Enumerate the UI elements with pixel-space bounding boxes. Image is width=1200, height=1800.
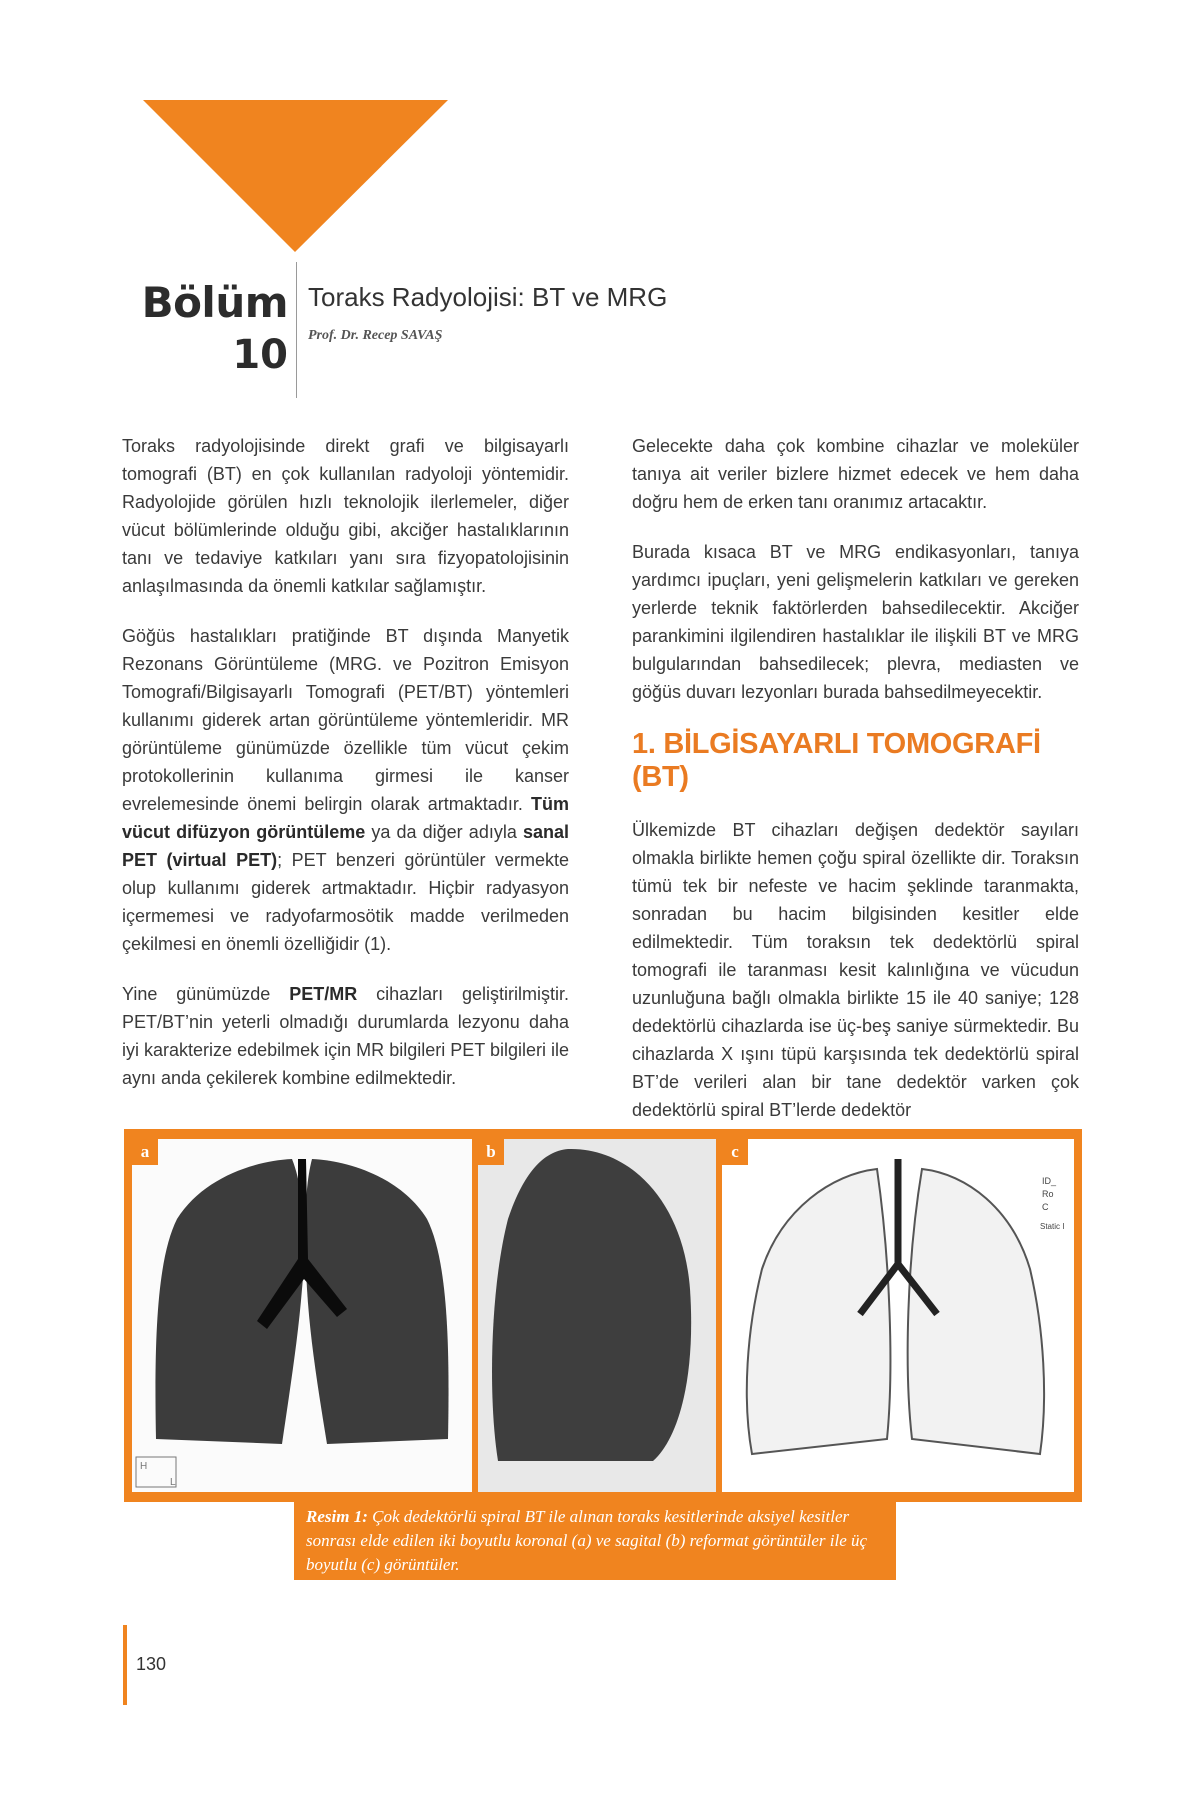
- figure-caption: [294, 1496, 896, 1580]
- paragraph: Ülkemizde BT cihazları değişen dedektör sayıları olmakla birlikte hemen çoğu spiral özellikte dir. Toraksın tümü tek bir nefeste ve hacim şeklinde taranmakta, sonradan bu hacim bilgisinden kesitler elde edilmektedir. Tüm toraksın tek dedektörlü spiral tomografi ile taranması kesit kalınlığına ve vücudun uzunluğuna bağlı olmakla birlikte 15 ile 40 saniye; 128 dedektörlü cihazlarda ise üç-beş saniye sürmektedir. Bu cihazlarda X ışını tüpü karşısında tek dedektörlü spiral BT’de verileri alan bir tane dedektör varken çok dedektörlü spiral BT’lerde dedektör: [632, 820, 1079, 1120]
- bold-term: PET/MR: [289, 984, 358, 1004]
- caption-text: Çok dedektörlü spiral BT ile alınan toraks kesitlerinde aksiyel kesitler sonrası elde edilen iki boyutlu koronal (a) ve sagital (b) reformat görüntüler ile üç boyutlu (c) görüntüler.: [306, 1507, 868, 1574]
- left-column: [122, 432, 569, 1114]
- panel-label-c: c: [722, 1139, 748, 1165]
- ct-3d-image: [722, 1139, 1074, 1492]
- chapter-number: 10: [232, 332, 288, 378]
- paragraph: Yine günümüzde PET/MR cihazları geliştirilmiştir. PET/BT’nin yeterli olmadığı durumlarda lezyonu daha iyi karakterize edebilmek için MR bilgileri PET bilgileri ile aynı anda çekilerek kombine edilmektedir.: [122, 984, 569, 1088]
- paragraph: Gelecekte daha çok kombine cihazlar ve moleküler tanıya ait veriler bizlere hizmet edecek ve hem daha doğru hem de erken tanı oranımız artacaktır.: [632, 436, 1079, 512]
- caption-label: Resim 1:: [306, 1507, 368, 1526]
- ct-sagittal-image: [478, 1139, 716, 1492]
- ct-coronal-image: [132, 1139, 472, 1492]
- section-heading: 1. BİLGİSAYARLI TOMOGRAFİ (BT): [632, 728, 1041, 793]
- author: Prof. Dr. Recep SAVAŞ: [308, 328, 443, 343]
- header-divider: [296, 262, 297, 398]
- paragraph: Göğüs hastalıkları pratiğinde BT dışında Manyetik Rezonans Görüntüleme (MRG. ve Pozitron Emisyon Tomografi/Bilgisayarlı Tomografi (PET/BT) yöntemleri kullanımı giderek artan görüntüleme yöntemleridir. MR görüntüleme günümüzde özellikle tüm vücut çekim protokollerinin kullanıma girmesi ile kanser evrelemesinde önemi belirgin olarak artmaktadır. Tüm vücut difüzyon görüntüleme ya da diğer adıyla sanal PET (virtual PET); PET benzeri görüntüler vermekte olup kullanımı giderek artmaktadır. Hiçbir radyasyon içermemesi ve radyofarmosötik madde verilmeden çekilmesi en önemli özelliğidir (1).: [122, 626, 570, 954]
- scan-mark-h: H: [140, 1461, 148, 1472]
- scan-mark-l: L: [170, 1477, 176, 1488]
- scan-text: Static I: [1040, 1222, 1065, 1231]
- bold-term: Tüm vücut difüzyon görüntüleme: [122, 794, 569, 842]
- page-number-bar: [123, 1625, 127, 1705]
- chapter-word: Bölüm: [141, 278, 288, 327]
- paragraph: Burada kısaca BT ve MRG endikasyonları, tanıya yardımcı ipuçları, yeni gelişmelerin katkıları ve gereken yerlerde teknik faktörlerden bahsedilecektir. Akciğer parankimini ilgilendiren hastalıklar ile ilişkili BT ve MRG bulgularından bahsedilecek; plevra, mediasten ve göğüs duvarı lezyonları burada bahsedilmeyecektir.: [632, 542, 1079, 702]
- scan-text: C: [1042, 1202, 1049, 1212]
- 3d-lung-illustration: [722, 1139, 1074, 1492]
- page-number: 130: [136, 1654, 167, 1674]
- scan-text: ID_: [1042, 1176, 1057, 1186]
- scan-text: Ro: [1042, 1189, 1054, 1199]
- right-column: [632, 432, 1079, 1146]
- sagittal-lung-illustration: [478, 1139, 716, 1492]
- figure-frame: [124, 1129, 1082, 1502]
- chapter-title: Toraks Radyolojisi: BT ve MRG: [308, 282, 668, 312]
- chapter-triangle-decoration: [143, 100, 448, 252]
- coronal-lung-illustration: [132, 1139, 472, 1492]
- panel-label-a: a: [132, 1139, 158, 1165]
- panel-label-b: b: [478, 1139, 504, 1165]
- bold-term: sanal PET (virtual PET): [122, 822, 569, 870]
- paragraph: Toraks radyolojisinde direkt grafi ve bilgisayarlı tomografi (BT) en çok kullanılan radyoloji yöntemidir. Radyolojide görülen hızlı teknolojik ilerlemeler, diğer vücut bölümlerinde olduğu gibi, akciğer hastalıklarının tanı ve tedaviye katkıları yanı sıra fizyopatolojisinin anlaşılmasında da önemli katkılar sağlamıştır.: [122, 436, 569, 596]
